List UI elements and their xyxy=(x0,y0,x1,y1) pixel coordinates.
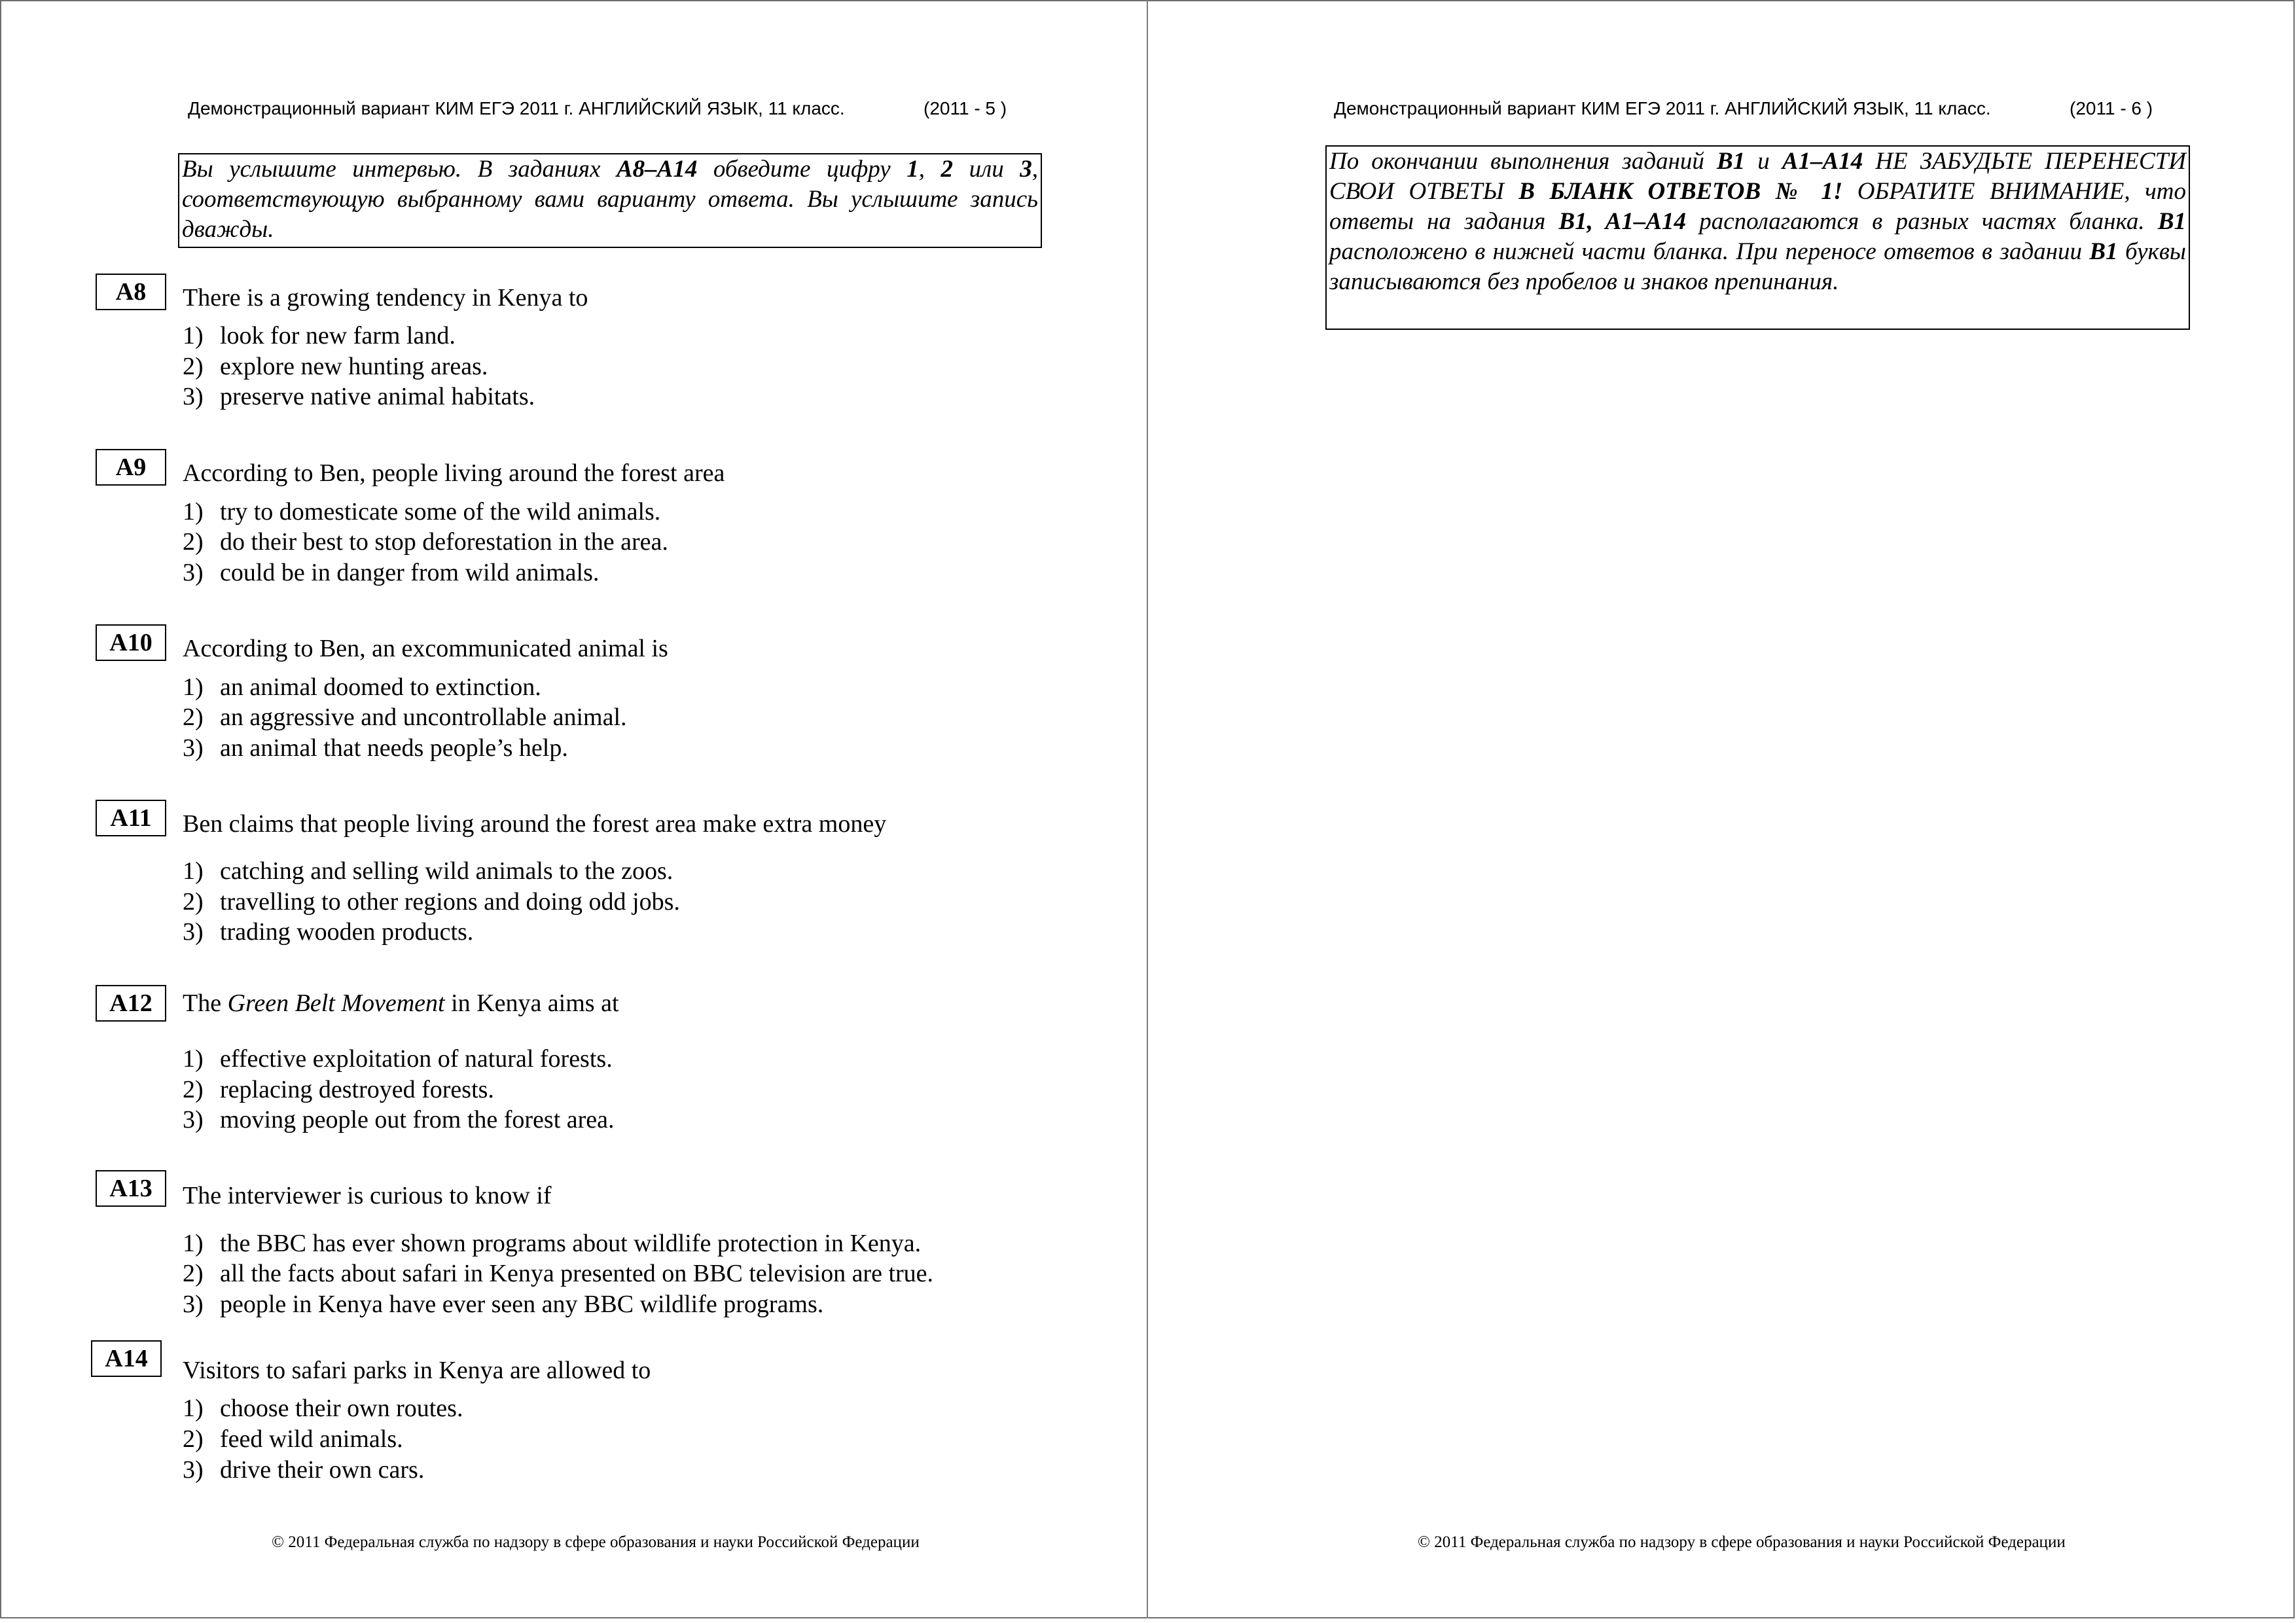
option-text: could be in danger from wild animals. xyxy=(220,559,600,586)
instruction-text: По окончании выполнения заданий xyxy=(1329,148,1717,175)
stem-emphasis: Green Belt Movement xyxy=(227,990,445,1017)
page-footer: © 2011 Федеральная служба по надзору в сфере образования и науки Российской Федерации xyxy=(272,1533,920,1551)
option-number: 1) xyxy=(183,673,204,701)
option-text: replacing destroyed forests. xyxy=(220,1076,494,1103)
stem-text: in Kenya aims at xyxy=(444,990,619,1017)
option-text: people in Kenya have ever seen any BBC wildlife programs. xyxy=(220,1291,824,1318)
instruction-text: обведите цифру xyxy=(697,156,907,183)
instruction-text: или xyxy=(953,156,1020,183)
option-text: drive their own cars. xyxy=(220,1456,425,1484)
option-text: choose their own routes. xyxy=(220,1395,463,1422)
option-text: preserve native animal habitats. xyxy=(220,383,535,410)
instruction-bold: 2 xyxy=(941,156,954,183)
task-label-a8: A8 xyxy=(96,274,166,310)
task-label-a11: A11 xyxy=(96,800,166,836)
option-a10-2[interactable] xyxy=(183,703,627,732)
option-number: 3) xyxy=(183,1106,204,1133)
option-a9-3[interactable] xyxy=(183,558,599,587)
option-text: an animal doomed to extinction. xyxy=(220,673,541,701)
option-number: 3) xyxy=(183,1291,204,1318)
task-stem-a13: The interviewer is curious to know if xyxy=(183,1182,552,1209)
option-text: try to domesticate some of the wild animals. xyxy=(220,498,661,526)
option-a9-2[interactable] xyxy=(183,527,668,556)
option-a8-3[interactable] xyxy=(183,382,535,411)
instruction-text: НЕ ЗАБУДЬТЕ ПЕРЕНЕСТИ СВОИ ОТВЕТЫ xyxy=(1329,148,2187,205)
instruction-bold: 1 xyxy=(906,156,919,183)
option-a12-3[interactable] xyxy=(183,1105,615,1134)
task-stem-a9: According to Ben, people living around the forest area xyxy=(183,459,725,487)
option-text: look for new farm land. xyxy=(220,322,456,349)
option-number: 1) xyxy=(183,857,204,885)
page-header xyxy=(1334,98,2153,119)
page-number: (2011 - 6 ) xyxy=(2070,98,2153,118)
option-number: 2) xyxy=(183,1260,204,1287)
option-number: 1) xyxy=(183,1045,204,1073)
option-number: 1) xyxy=(183,1230,204,1257)
task-label-a13: A13 xyxy=(96,1170,166,1207)
instruction-text: Вы услышите интервью. В заданиях xyxy=(182,156,617,183)
option-a12-1[interactable] xyxy=(183,1044,613,1073)
option-a13-2[interactable] xyxy=(183,1259,933,1288)
instruction-text: располагаются в разных частях бланка. xyxy=(1686,208,2158,235)
instruction-box xyxy=(178,153,1042,248)
option-number: 2) xyxy=(183,353,204,380)
option-number: 2) xyxy=(183,1425,204,1453)
instruction-bold: В БЛАНК ОТВЕТОВ № 1! xyxy=(1518,178,1843,205)
header-title: Демонстрационный вариант КИМ ЕГЭ 2011 г. АНГЛИЙСКИЙ ЯЗЫК, 11 класс. xyxy=(1334,98,1991,118)
option-a14-1[interactable] xyxy=(183,1394,463,1423)
instruction-bold: A8–A14 xyxy=(616,156,698,183)
option-a11-3[interactable] xyxy=(183,918,473,946)
instruction-text: ОБРАТИТЕ ВНИМАНИЕ, что ответы на задания xyxy=(1329,178,2186,235)
page-header xyxy=(188,98,1007,119)
instruction-bold: A1–A14 xyxy=(1782,148,1863,175)
option-a14-2[interactable] xyxy=(183,1425,403,1454)
page-number: (2011 - 5 ) xyxy=(924,98,1007,118)
option-text: feed wild animals. xyxy=(220,1425,403,1453)
option-number: 3) xyxy=(183,559,204,586)
task-stem-a11: Ben claims that people living around the forest area make extra money xyxy=(183,810,887,838)
task-stem-a10: According to Ben, an excommunicated animal is xyxy=(183,635,668,662)
instruction-box xyxy=(1325,145,2190,330)
task-label-a9: A9 xyxy=(96,449,166,486)
option-a13-3[interactable] xyxy=(183,1290,823,1319)
option-text: all the facts about safari in Kenya presented on BBC television are true. xyxy=(220,1260,934,1287)
option-number: 2) xyxy=(183,1076,204,1103)
option-text: moving people out from the forest area. xyxy=(220,1106,615,1133)
option-text: trading wooden products. xyxy=(220,918,474,946)
option-a12-2[interactable] xyxy=(183,1075,494,1104)
option-number: 1) xyxy=(183,498,204,526)
instruction-text: буквы записываются без пробелов и знаков препинания. xyxy=(1329,238,2186,295)
page-right xyxy=(1148,0,2295,1618)
option-number: 3) xyxy=(183,918,204,946)
task-label-a10: A10 xyxy=(96,624,166,661)
option-number: 3) xyxy=(183,734,204,762)
instruction-bold: B1 xyxy=(2157,208,2186,235)
task-stem-a12 xyxy=(183,989,619,1018)
instruction-bold: 3 xyxy=(1020,156,1032,183)
option-a11-2[interactable] xyxy=(183,887,680,916)
instruction-text: расположено в нижней части бланка. При переносе ответов в задании xyxy=(1329,238,2090,265)
option-a9-1[interactable] xyxy=(183,497,660,526)
option-a11-1[interactable] xyxy=(183,857,673,885)
option-number: 1) xyxy=(183,1395,204,1422)
stem-text: The xyxy=(183,990,228,1017)
option-text: effective exploitation of natural forests. xyxy=(220,1045,613,1073)
option-text: catching and selling wild animals to the zoos. xyxy=(220,857,673,885)
instruction-text: , xyxy=(918,156,941,183)
instruction-bold: B1 xyxy=(1717,148,1746,175)
option-number: 2) xyxy=(183,704,204,731)
option-text: travelling to other regions and doing odd jobs. xyxy=(220,888,680,916)
option-number: 1) xyxy=(183,322,204,349)
option-number: 3) xyxy=(183,383,204,410)
task-stem-a8: There is a growing tendency in Kenya to xyxy=(183,284,588,312)
option-text: an animal that needs people’s help. xyxy=(220,734,568,762)
task-label-a12: A12 xyxy=(96,985,166,1022)
option-a10-1[interactable] xyxy=(183,673,541,702)
option-number: 2) xyxy=(183,528,204,556)
instruction-bold: B1 xyxy=(2089,238,2118,265)
option-a8-1[interactable] xyxy=(183,321,456,350)
option-text: an aggressive and uncontrollable animal. xyxy=(220,704,627,731)
option-text: the BBC has ever shown programs about wildlife protection in Kenya. xyxy=(220,1230,922,1257)
option-a10-3[interactable] xyxy=(183,734,568,762)
task-stem-a14: Visitors to safari parks in Kenya are allowed to xyxy=(183,1357,651,1384)
instruction-bold: B1, A1–A14 xyxy=(1558,208,1687,235)
option-text: do their best to stop deforestation in the area. xyxy=(220,528,668,556)
option-number: 3) xyxy=(183,1456,204,1484)
option-a13-1[interactable] xyxy=(183,1229,921,1258)
task-label-a14: A14 xyxy=(91,1340,162,1377)
header-title: Демонстрационный вариант КИМ ЕГЭ 2011 г. АНГЛИЙСКИЙ ЯЗЫК, 11 класс. xyxy=(188,98,845,118)
page-footer: © 2011 Федеральная служба по надзору в сфере образования и науки Российской Федерации xyxy=(1418,1533,2066,1551)
instruction-text: и xyxy=(1745,148,1782,175)
page-left xyxy=(0,0,1147,1618)
option-a8-2[interactable] xyxy=(183,352,488,381)
option-number: 2) xyxy=(183,888,204,916)
option-a14-3[interactable] xyxy=(183,1455,424,1484)
instruction-text: , соответствующую выбранному вами варианту ответа. Вы услышите запись дважды. xyxy=(182,156,1038,243)
option-text: explore new hunting areas. xyxy=(220,353,488,380)
